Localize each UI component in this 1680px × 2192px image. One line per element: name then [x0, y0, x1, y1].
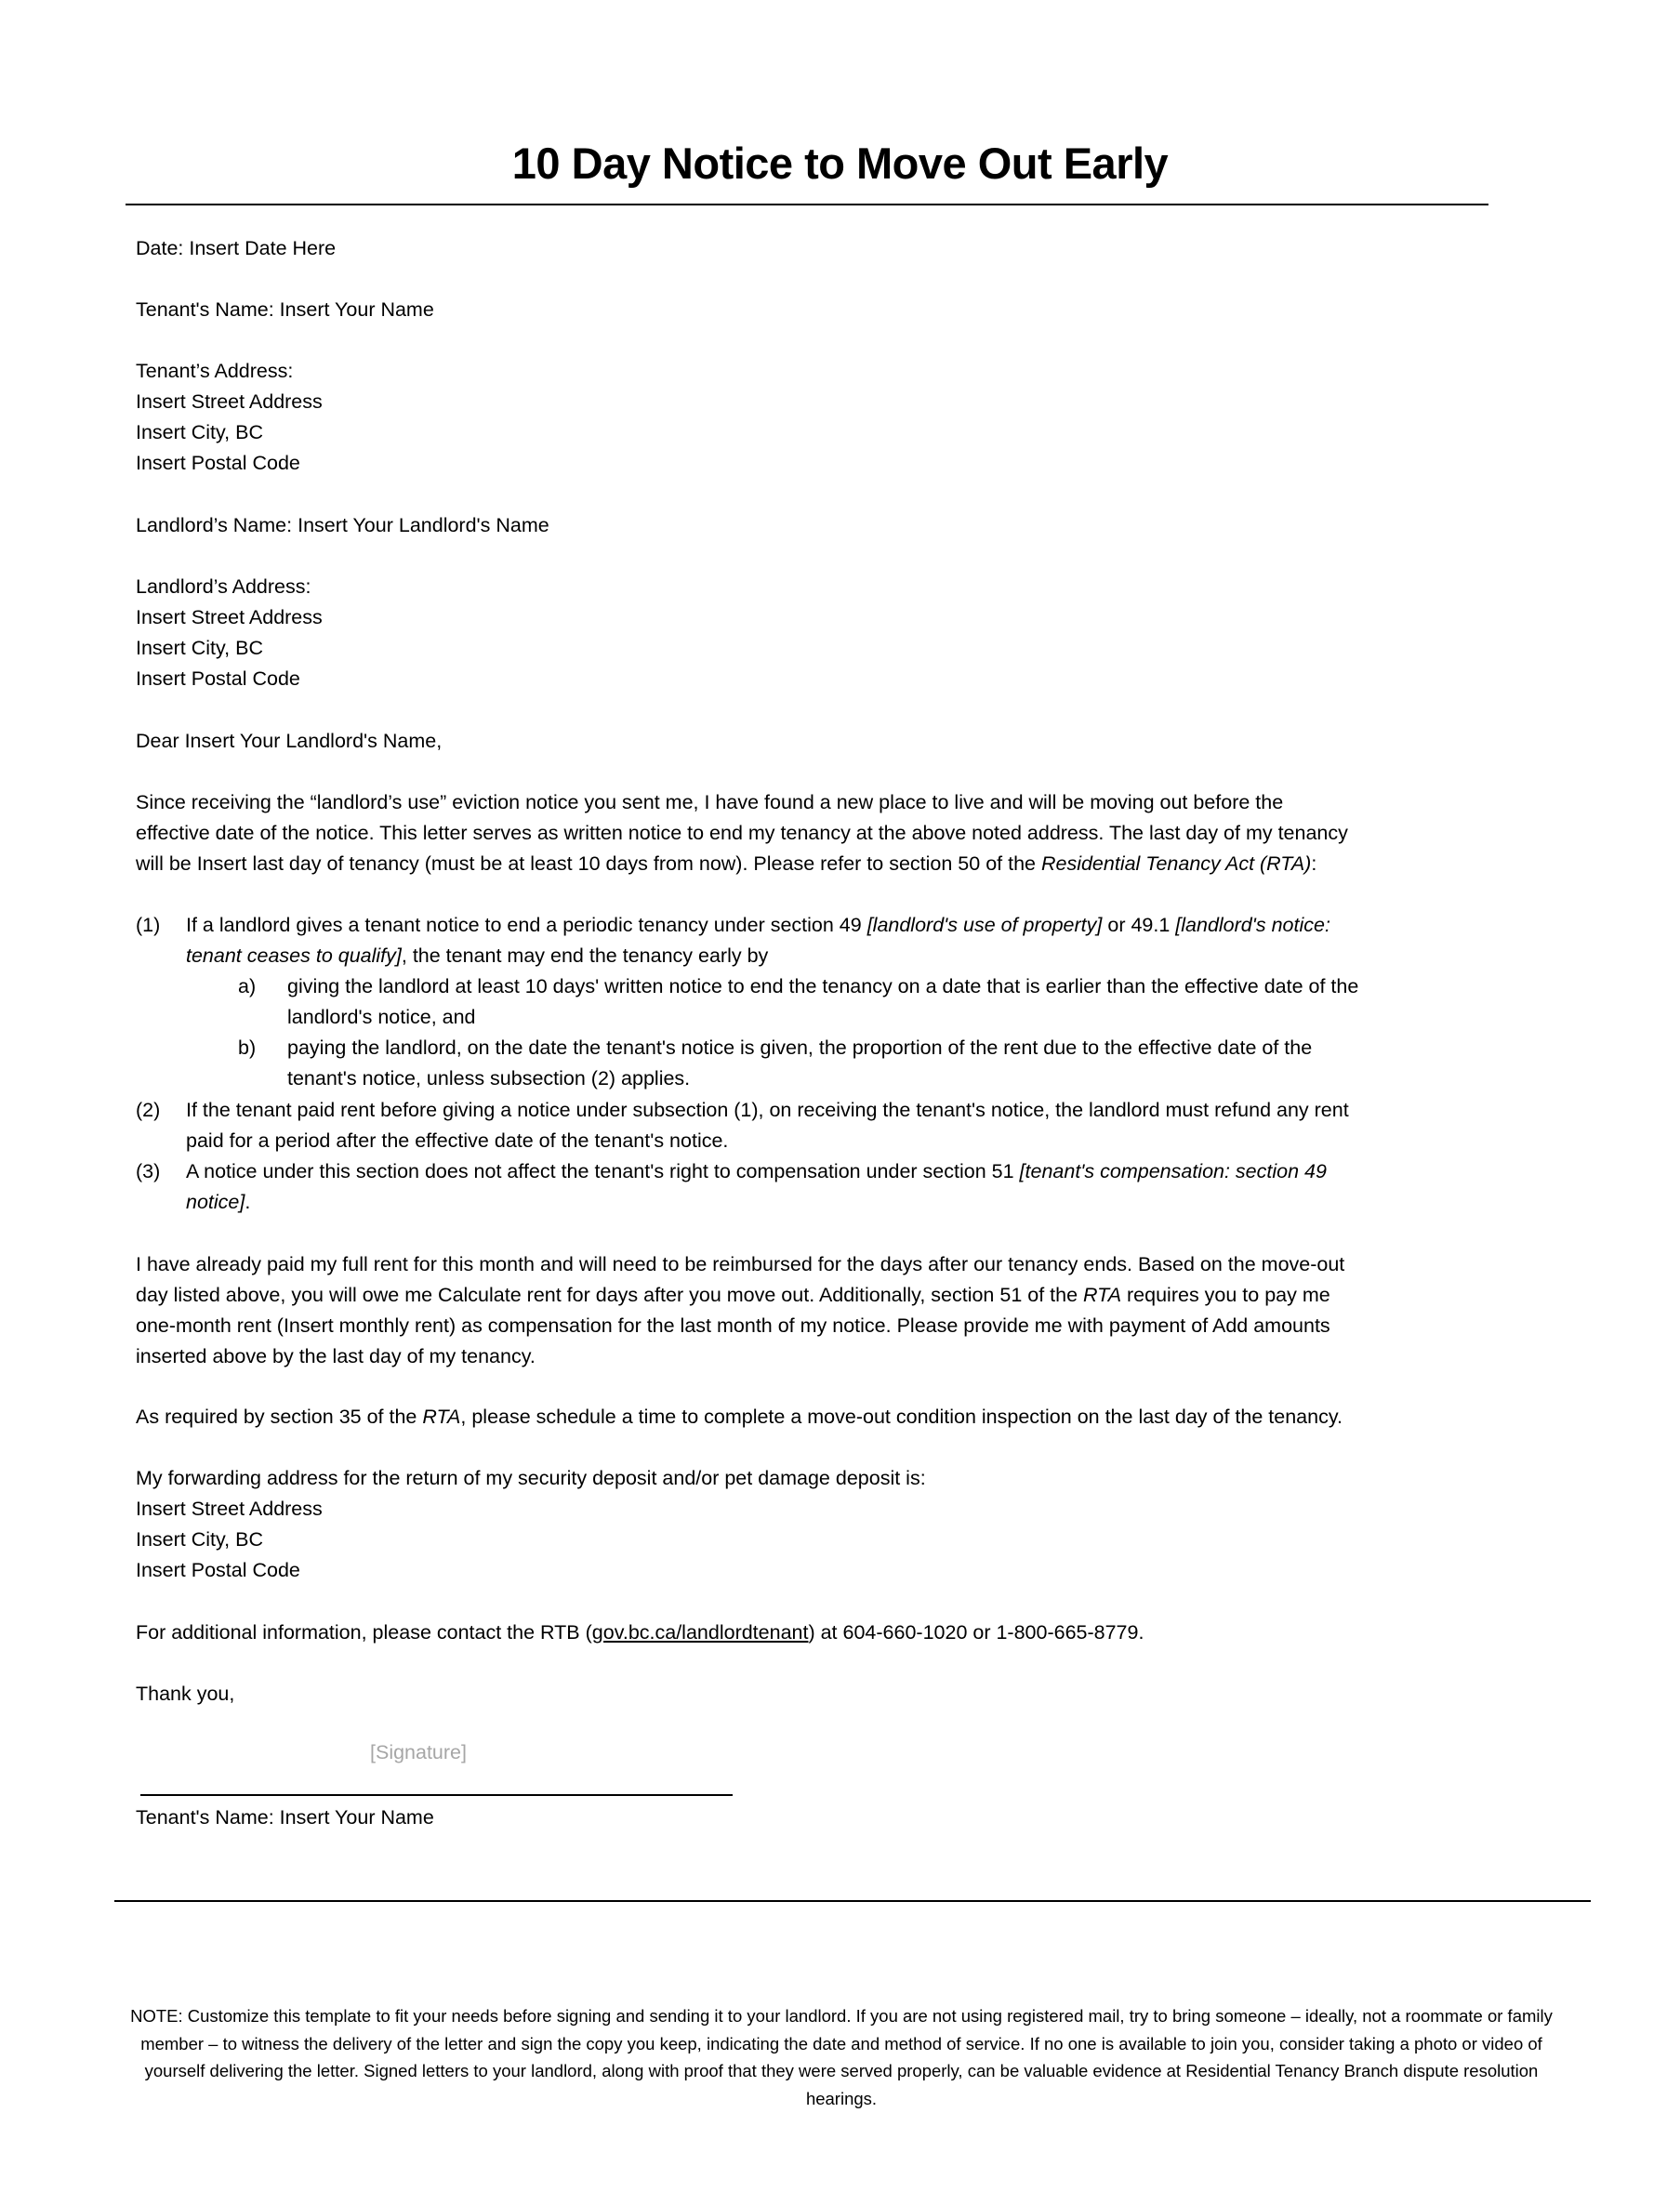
subsection-number: (1): [136, 914, 161, 936]
paragraph-line: effective date of the notice. This letter serves as written notice to end my tenancy at the above noted address. The last day of my tenancy: [136, 822, 1348, 845]
text-run: , the tenant may end the tenancy early by: [401, 944, 769, 968]
clause-b: [136, 1033, 1568, 1063]
subsection-text: If the tenant paid rent before giving a notice under subsection (1), on receiving the tenant's notice, the landlord must refund any rent: [186, 1098, 1349, 1121]
text-run: day listed above, you will owe me Calculate rent for days after you move out. Additionally, section 51 of the: [136, 1284, 1084, 1307]
clause-label: a): [238, 975, 257, 998]
text-run: [landlord's use of property]: [866, 914, 1103, 936]
tenant-city: Insert City, BC: [136, 421, 263, 444]
paragraph-line: [136, 849, 1348, 879]
text-run: A notice under this section does not affect the tenant's right to compensation under section 51: [186, 1159, 1020, 1182]
text-run: or 49.1: [1102, 914, 1176, 936]
text-run: ) at 604-660-1020 or 1-800-665-8779.: [808, 1621, 1144, 1644]
paragraph-line: I have already paid my full rent for this month and will need to be reimbursed for the days after our tenancy ends. Based on the move-out: [136, 1253, 1345, 1275]
page-title: 10 Day Notice to Move Out Early: [511, 139, 1169, 188]
paragraph-line: [136, 1618, 1144, 1648]
text-run: RTA: [1083, 1284, 1122, 1307]
date-text: Date: Insert Date Here: [136, 237, 337, 259]
subsection-text: paid for a period after the effective date of the tenant's notice.: [186, 1129, 729, 1152]
tenant-address-block: [136, 356, 323, 479]
landlord-name-line: [136, 510, 549, 541]
date-line: [136, 233, 336, 264]
forwarding-street: Insert Street Address: [136, 1498, 323, 1521]
act-title: Residential Tenancy Act (RTA): [1040, 852, 1312, 876]
tenant-address-label: Tenant’s Address:: [136, 360, 294, 382]
clause-a-cont: [136, 1002, 1568, 1033]
intro-paragraph: [136, 787, 1348, 879]
contact-paragraph: [136, 1618, 1144, 1648]
clause-label: b): [238, 1037, 257, 1060]
footer-divider: [114, 1900, 1591, 1902]
signature-placeholder: [Signature]: [370, 1741, 467, 1763]
clause-text: landlord's notice, and: [287, 1006, 476, 1029]
inspection-paragraph: [136, 1402, 1343, 1433]
text-run: If a landlord gives a tenant notice to end a periodic tenancy under section 49: [186, 914, 867, 936]
text-run: .: [245, 1190, 251, 1213]
paragraph-line: one-month rent (Insert monthly rent) as compensation for the last month of my notice. Please provide me with payment of Add amounts: [136, 1314, 1330, 1338]
subsection-1-cont: [136, 941, 1568, 971]
clause-b-cont: [136, 1063, 1568, 1094]
landlord-name-text: Landlord’s Name: Insert Your Landlord's Name: [136, 514, 549, 536]
text-run: For additional information, please contact the RTB (: [136, 1621, 592, 1644]
subsection-1: [136, 910, 1568, 941]
subsection-text: [186, 1187, 250, 1218]
paragraph-line: Since receiving the “landlord’s use” eviction notice you sent me, I have found a new place to live and will be moving out before the: [136, 791, 1284, 813]
forwarding-address-block: [136, 1463, 926, 1586]
tenant-name-text: Tenant's Name: Insert Your Name: [136, 298, 434, 321]
text-run: requires you to pay me: [1121, 1284, 1330, 1307]
text-run: [tenant's compensation: section 49: [1019, 1159, 1327, 1182]
section-50-quote: [136, 910, 1568, 1218]
paragraph-line: inserted above by the last day of my tenancy.: [136, 1345, 536, 1368]
subsection-2-cont: [136, 1126, 1568, 1156]
tenant-name-line: [136, 295, 434, 325]
subsection-number: (3): [136, 1159, 161, 1182]
subsection-text: [186, 941, 768, 971]
clause-a: [136, 971, 1568, 1002]
paragraph-line: [136, 1402, 1343, 1433]
signoff-name: [136, 1802, 434, 1833]
text-run: As required by section 35 of the: [136, 1406, 423, 1428]
salutation-text: Dear Insert Your Landlord's Name,: [136, 730, 443, 752]
reimbursement-paragraph: [136, 1249, 1344, 1372]
clause-text: paying the landlord, on the date the tenant's notice is given, the proportion of the rent due to the effective date of the: [287, 1037, 1313, 1060]
salutation: [136, 726, 442, 757]
text-run: notice]: [186, 1190, 245, 1213]
forwarding-postal: Insert Postal Code: [136, 1559, 300, 1582]
signature-line: [140, 1794, 733, 1796]
subsection-3-cont: [136, 1187, 1568, 1218]
subsection-text: [186, 1156, 1327, 1187]
landlord-address-label: Landlord’s Address:: [136, 575, 311, 598]
rtb-website-link[interactable]: gov.bc.ca/landlordtenant: [591, 1621, 809, 1644]
text-run: tenant ceases to qualify]: [186, 944, 402, 968]
text-run: , please schedule a time to complete a move-out condition inspection on the last day of the tenancy.: [460, 1406, 1343, 1428]
subsection-2: [136, 1095, 1568, 1126]
subsection-number: (2): [136, 1098, 161, 1121]
tenant-postal: Insert Postal Code: [136, 452, 300, 475]
text-run: [landlord's notice:: [1175, 914, 1330, 936]
forwarding-city: Insert City, BC: [136, 1528, 263, 1552]
title-divider: [126, 204, 1488, 205]
landlord-street: Insert Street Address: [136, 606, 323, 629]
signoff-name-text: Tenant's Name: Insert Your Name: [136, 1806, 434, 1829]
landlord-postal: Insert Postal Code: [136, 667, 300, 691]
closing-text: Thank you,: [136, 1683, 235, 1705]
closing: [136, 1679, 234, 1710]
clause-text: tenant's notice, unless subsection (2) applies.: [287, 1067, 691, 1090]
landlord-city: Insert City, BC: [136, 637, 263, 660]
paragraph-line: [136, 1280, 1344, 1311]
landlord-address-block: [136, 572, 323, 694]
text-run: :: [1311, 852, 1317, 876]
subsection-text: [186, 910, 1330, 941]
text-run: will be Insert last day of tenancy (must be at least 10 days from now). Please refer to section 50 of the: [136, 852, 1041, 876]
tenant-street: Insert Street Address: [136, 390, 323, 414]
clause-text: giving the landlord at least 10 days' written notice to end the tenancy on a date that is earlier than the effective date of the: [287, 975, 1359, 998]
footer-note: NOTE: Customize this template to fit your needs before signing and sending it to your landlord. If you are not using registered mail, try to bring someone – ideally, not a roommate or family member – to witness the delivery of the letter and sign the copy you keep, indicating the date and method of service. If no one is available to join you, consider taking a photo or video of yourself delivering the letter. Signed letters to your landlord, along with proof that they were served properly, can be valuable evidence at Residential Tenancy Branch dispute resolution hearings.: [130, 2006, 1553, 2108]
text-run: RTA: [422, 1406, 461, 1428]
forwarding-label: My forwarding address for the return of my security deposit and/or pet damage deposit is:: [136, 1467, 926, 1489]
subsection-3: [136, 1156, 1568, 1187]
